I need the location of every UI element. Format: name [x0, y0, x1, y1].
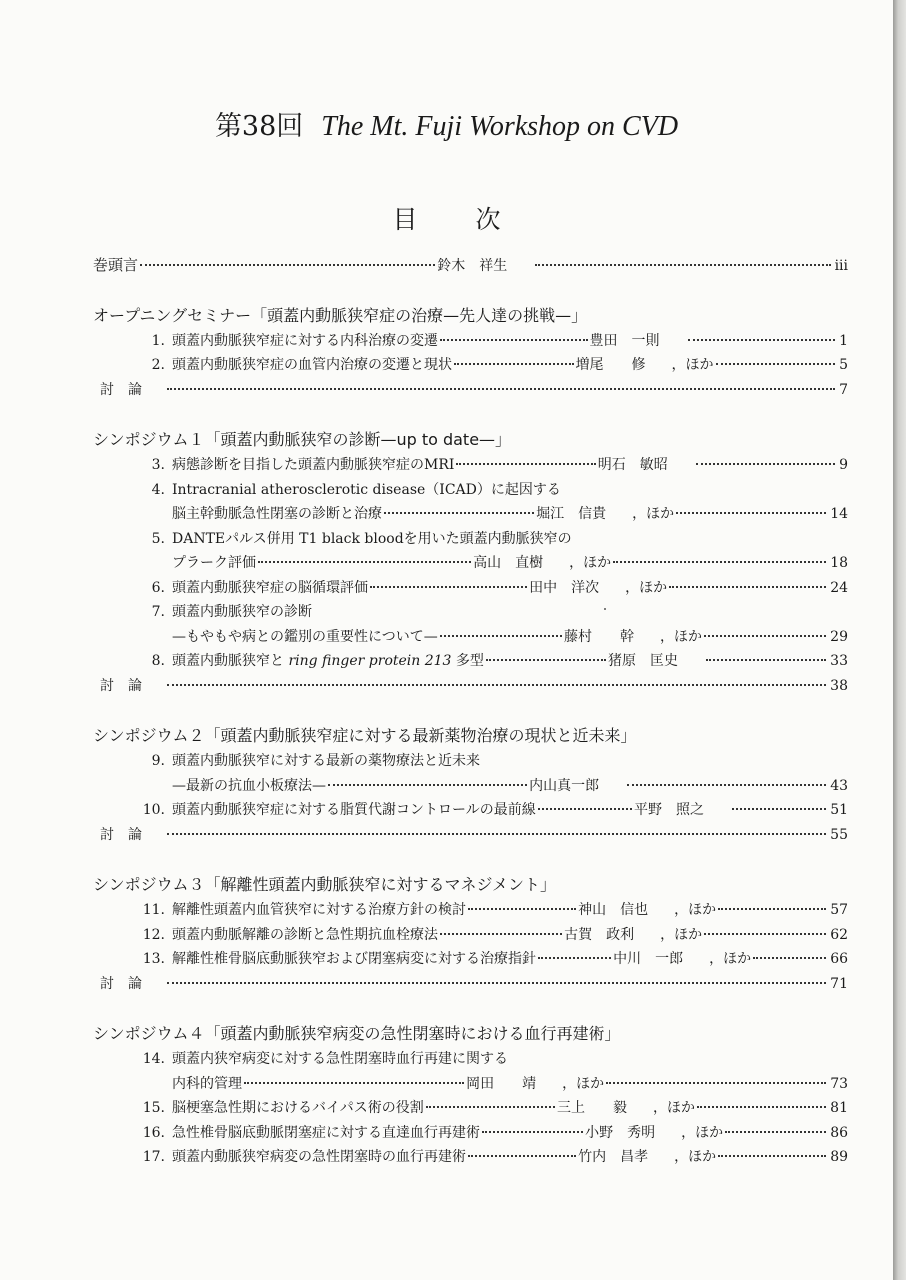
leader-dots: [718, 1155, 826, 1157]
entry-page: 9: [839, 457, 849, 473]
entry-author: 中川 一郎: [613, 951, 684, 967]
toc-heading-char: 目: [392, 205, 418, 234]
toc-entry-line[interactable]: [93, 749, 848, 774]
toc-entry-line[interactable]: [93, 1047, 848, 1072]
toc-entry[interactable]: [93, 329, 848, 354]
entry-page: 86: [830, 1124, 849, 1141]
leader-dots: [538, 808, 632, 810]
entry-coauthors: ，ほか: [660, 926, 703, 943]
entry-title: プラーク評価: [172, 555, 256, 571]
entry-author: 田中 洋次: [529, 579, 600, 596]
leader-dots: [535, 264, 830, 266]
entry-author: 岡田 靖: [466, 1075, 537, 1092]
entry-author: 明石 敏昭: [597, 457, 668, 473]
toc-entry[interactable]: [93, 649, 848, 674]
entry-number: 10.: [142, 802, 165, 818]
entry-page: 43: [830, 777, 849, 794]
discussion-entry[interactable]: [93, 823, 848, 848]
entry-page: 57: [830, 902, 849, 918]
entry-number: 7.: [151, 604, 165, 620]
entry-page: 33: [830, 653, 848, 669]
leader-dots: [454, 363, 574, 365]
leader-dots: [468, 1155, 576, 1157]
toc-entry[interactable]: [93, 1145, 848, 1170]
toc-entry-line[interactable]: [93, 478, 848, 503]
entry-page: 73: [830, 1075, 849, 1092]
workshop-number: 第38回: [214, 111, 304, 142]
entry-number: 12.: [142, 926, 165, 943]
leader-dots: [716, 363, 836, 365]
leader-dots: [440, 933, 562, 935]
toc-entry[interactable]: [93, 353, 848, 378]
entry-number: 17.: [142, 1149, 165, 1165]
leader-dots: [753, 957, 826, 959]
entry-coauthors: ，ほか: [681, 1124, 724, 1141]
section-title: シンポジウム１「頭蓋内動脈狭窄の診断—up to date—」: [93, 430, 512, 449]
entry-page: 89: [830, 1149, 849, 1165]
entry-title: 内科的管理: [172, 1075, 242, 1092]
leader-dots: [688, 339, 836, 341]
entry-page: 5: [839, 357, 849, 373]
leader-dots: [696, 463, 835, 465]
toc-heading-char: 次: [475, 205, 501, 234]
leader-dots: [440, 635, 562, 637]
entry-title: 病態診断を目指した頭蓋内動脈狭窄症のMRI: [172, 457, 455, 473]
entry-page: 66: [830, 951, 849, 967]
preface-label: 巻頭言: [93, 256, 139, 274]
toc-entry[interactable]: [93, 798, 848, 823]
section-title: シンポジウム４「頭蓋内動脈狭窄病変の急性閉塞時における血行再建術」: [93, 1024, 621, 1043]
entry-coauthors: ，ほか: [562, 1075, 605, 1092]
entry-page: 62: [830, 926, 849, 943]
entry-number: 8.: [151, 653, 165, 669]
leader-dots: [486, 659, 606, 661]
entry-number: 11.: [142, 902, 165, 918]
entry-title: 頭蓋内狭窄病変に対する急性閉塞時血行再建に関する: [172, 1051, 508, 1067]
entry-title: —もやもや病との鑑別の重要性について—: [172, 628, 438, 645]
entry-page: 1: [839, 332, 849, 349]
leader-dots: [482, 1131, 583, 1133]
entry-title: 頭蓋内動脈狭窄症に対する脂質代謝コントロールの最前線: [172, 802, 536, 818]
entry-author: 小野 秀明: [585, 1124, 656, 1141]
entry-number: 14.: [142, 1051, 165, 1067]
toc-heading: [0, 200, 893, 236]
entry-page: 14: [830, 506, 849, 522]
entry-page: 38: [830, 677, 848, 694]
entry-author: 藤村 幹: [563, 628, 634, 645]
entry-page: 18: [830, 555, 849, 571]
toc-entry[interactable]: [93, 502, 848, 527]
toc-entry[interactable]: [93, 898, 848, 923]
toc-entry[interactable]: [93, 1072, 848, 1097]
discussion-label: 討 論: [100, 381, 142, 398]
entry-author: 三上 毅: [556, 1100, 627, 1116]
entry-number: 5.: [151, 530, 165, 547]
discussion-label: 討 論: [100, 677, 142, 694]
leader-dots: [627, 784, 826, 786]
section-title: オープニングセミナー「頭蓋内動脈狭窄症の治療—先人達の挑戦—」: [93, 305, 588, 325]
leader-dots: [258, 561, 471, 563]
entry-coauthors: ，ほか: [709, 951, 752, 967]
entry-number: 2.: [151, 357, 165, 373]
entry-number: 6.: [151, 579, 165, 596]
entry-page: 29: [830, 628, 848, 645]
entry-title: 頭蓋内動脈狭窄症に対する内科治療の変遷: [172, 332, 438, 349]
leader-dots: [140, 264, 435, 266]
entry-title: Intracranial atherosclerotic disease（ICAD）に起因する: [172, 481, 561, 498]
leader-dots: [725, 1131, 826, 1133]
toc-entry[interactable]: [93, 1096, 848, 1121]
entry-number: 13.: [142, 951, 165, 967]
leader-dots: [718, 908, 826, 910]
leader-dots: [328, 784, 527, 786]
entry-author: 猪原 匡史: [608, 653, 679, 669]
leader-dots: [676, 512, 826, 514]
entry-page: 24: [830, 579, 849, 596]
entry-number: 1.: [151, 332, 165, 349]
preface-entry[interactable]: [93, 253, 848, 278]
entry-author: 神山 信也: [578, 902, 649, 918]
entry-author: 竹内 昌孝: [578, 1149, 649, 1165]
toc-entry[interactable]: [93, 576, 848, 601]
discussion-label: 討 論: [100, 975, 142, 992]
table-of-contents: [93, 253, 848, 1170]
toc-entry[interactable]: [93, 947, 848, 972]
leader-dots: [613, 561, 826, 563]
section-gap: [93, 402, 848, 427]
toc-entry[interactable]: [93, 1121, 848, 1146]
entry-page: iii: [834, 258, 849, 274]
gene-name-italic: ring finger protein 213: [288, 653, 452, 669]
toc-entry[interactable]: [93, 923, 848, 948]
leader-dots: [167, 982, 826, 984]
leader-dots: [167, 684, 826, 686]
section-title: シンポジウム３「解離性頭蓋内動脈狭窄に対するマネジメント」: [93, 875, 556, 894]
discussion-label: 討 論: [100, 826, 142, 843]
entry-title: 脳梗塞急性期におけるバイパス術の役割: [172, 1100, 424, 1116]
entry-coauthors: ，ほか: [674, 902, 717, 918]
section-gap: [93, 847, 848, 872]
leader-dots: [468, 908, 576, 910]
entry-author: 高山 直樹: [473, 555, 544, 571]
entry-number: 15.: [142, 1100, 165, 1116]
entry-number: 16.: [142, 1124, 165, 1141]
entry-author: 内山真一郎: [529, 777, 600, 794]
entry-title: 解離性頭蓋内血管狭窄に対する治療方針の検討: [172, 902, 466, 918]
entry-number: 4.: [151, 481, 165, 498]
journal-header: [0, 104, 893, 143]
entry-page: 51: [830, 802, 849, 818]
entry-number: 3.: [151, 457, 165, 473]
leader-dots: [440, 339, 588, 341]
leader-dots: [732, 808, 826, 810]
section-gap: [93, 278, 848, 303]
entry-title: 頭蓋内動脈狭窄症の血管内治療の変遷と現状: [172, 357, 452, 373]
entry-title: 頭蓋内動脈狭窄病変の急性閉塞時の血行再建術: [172, 1149, 466, 1165]
entry-coauthors: ，ほか: [671, 357, 714, 373]
section-title: シンポジウム２「頭蓋内動脈狭窄症に対する最新薬物治療の現状と近未来」: [93, 726, 637, 745]
entry-page: 7: [839, 381, 848, 398]
entry-author: 鈴木 祥生: [437, 258, 508, 274]
leader-dots: [704, 635, 826, 637]
leader-dots: [606, 1082, 826, 1084]
section-gap: [93, 996, 848, 1021]
leader-dots: [244, 1082, 464, 1084]
leader-dots: [456, 463, 595, 465]
workshop-title: The Mt. Fuji Workshop on CVD: [321, 111, 679, 142]
scan-speck: [604, 608, 606, 610]
entry-title: DANTEパルス併用 T1 black bloodを用いた頭蓋内動脈狭窄の: [172, 530, 572, 547]
leader-dots: [370, 586, 527, 588]
entry-coauthors: ，ほか: [674, 1149, 717, 1165]
leader-dots: [426, 1106, 555, 1108]
entry-title: 頭蓋内動脈狭窄に対する最新の薬物療法と近未来: [172, 753, 480, 769]
discussion-entry[interactable]: [93, 378, 848, 403]
toc-entry-line[interactable]: [93, 600, 848, 625]
leader-dots: [167, 833, 826, 835]
entry-page: 71: [830, 975, 848, 992]
leader-dots: [384, 512, 534, 514]
discussion-entry[interactable]: [93, 972, 848, 997]
entry-title: 頭蓋内動脈狭窄の診断: [172, 604, 312, 620]
entry-coauthors: ，ほか: [625, 579, 668, 596]
entry-coauthors: ，ほか: [569, 555, 612, 571]
entry-title: 頭蓋内動脈解離の診断と急性期抗血栓療法: [172, 926, 438, 943]
toc-entry-line[interactable]: [93, 527, 848, 552]
leader-dots: [167, 388, 835, 390]
leader-dots: [697, 1106, 826, 1108]
entry-author: 豊田 一則: [589, 332, 660, 349]
entry-author: 古賀 政利: [564, 926, 635, 943]
entry-title: 解離性椎骨脳底動脈狭窄および閉塞病変に対する治療指針: [172, 951, 536, 967]
leader-dots: [706, 659, 826, 661]
entry-coauthors: ，ほか: [632, 506, 675, 522]
leader-dots: [704, 933, 826, 935]
entry-number: 9.: [151, 753, 165, 769]
entry-coauthors: ，ほか: [659, 628, 702, 645]
entry-author: 増尾 修: [575, 357, 646, 373]
discussion-entry[interactable]: [93, 674, 848, 699]
entry-title: 急性椎骨脳底動脈閉塞症に対する直達血行再建術: [172, 1124, 480, 1141]
entry-page: 55: [830, 826, 848, 843]
entry-title: 脳主幹動脈急性閉塞の診断と治療: [172, 506, 382, 522]
entry-title: —最新の抗血小板療法—: [172, 777, 326, 794]
entry-page: 81: [830, 1100, 848, 1116]
leader-dots: [538, 957, 611, 959]
section-gap: [93, 698, 848, 723]
scan-binding-edge: [893, 0, 906, 1280]
entry-title: 頭蓋内動脈狭窄と ring finger protein 213 多型: [172, 653, 484, 669]
toc-entry[interactable]: [93, 774, 848, 799]
toc-entry[interactable]: [93, 625, 848, 650]
entry-coauthors: ，ほか: [652, 1100, 695, 1116]
toc-entry[interactable]: [93, 453, 848, 478]
toc-entry[interactable]: [93, 551, 848, 576]
entry-author: 平野 照之: [633, 802, 704, 818]
leader-dots: [669, 586, 826, 588]
entry-title: 頭蓋内動脈狭窄症の脳循環評価: [172, 579, 368, 596]
entry-author: 堀江 信貴: [536, 506, 607, 522]
